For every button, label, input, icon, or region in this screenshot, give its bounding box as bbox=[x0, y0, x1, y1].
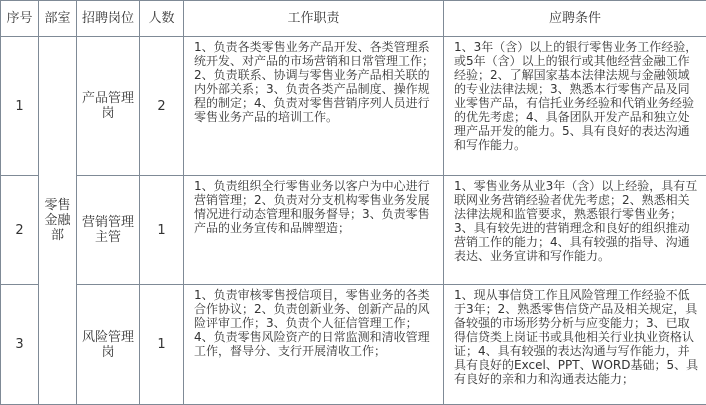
requirements-text: 1、现从事信贷工作且风险管理工作经验不低于3年；2、熟悉零售信贷产品及相关规定，具备较强的市场形势分析与应变能力；3、已取得信贷类上岗证书或具他相关行业执业资格认证；4、具有较强的表达沟通与写作能力，并具有良好的Excel、PPT、WORD基础；5、具有良好的亲和力和沟通表达能力； bbox=[444, 285, 706, 405]
header-row bbox=[1, 1, 706, 37]
header-requirements: 应聘条件 bbox=[444, 1, 706, 37]
department-cell bbox=[39, 37, 77, 405]
requirements-text: 1、3年（含）以上的银行零售业务工作经验，或5年（含）以上的银行或其他经营金融工作经验；2、了解国家基本法律法规与金融领域的专业法律法规；3、熟悉本行零售产品及同业零售产品，有信托业务经验和代销业务经验的优先考虑；4、具备团队开发产品和独立处理产品开发的能力。5、具有良好的表达沟通和写作能力。 bbox=[444, 37, 706, 176]
duties-text: 1、负责组织全行零售业务以客户为中心进行营销管理；2、负责对分支机构零售业务发展情况进行动态管理和服务督导；3、负责零售产品的业务宣传和品牌塑造； bbox=[184, 176, 444, 285]
table-row bbox=[1, 285, 706, 405]
department-name: 零售金融部 bbox=[43, 198, 73, 243]
headcount: 1 bbox=[140, 285, 184, 405]
table-row bbox=[1, 176, 706, 285]
position-name: 产品管理岗 bbox=[80, 91, 136, 121]
header-index: 序号 bbox=[1, 1, 39, 37]
requirements-text: 1、零售业务从业3年（含）以上经验，具有互联网业务营销经验者优先考虑；2、熟悉相关法律法规和监管要求，熟悉银行零售业务；3、具有较先进的营销理念和良好的组织推动营销工作的能力；4、具有较强的指导、沟通表达、业务宣讲和写作能力。 bbox=[444, 176, 706, 285]
header-duties: 工作职责 bbox=[184, 1, 444, 37]
headcount: 2 bbox=[140, 37, 184, 176]
position-cell bbox=[77, 176, 140, 285]
position-cell bbox=[77, 285, 140, 405]
header-position: 招聘岗位 bbox=[77, 1, 140, 37]
row-index: 1 bbox=[1, 37, 39, 176]
row-index: 3 bbox=[1, 285, 39, 405]
header-department: 部室 bbox=[39, 1, 77, 37]
table-row bbox=[1, 37, 706, 176]
duties-text: 1、负责审核零售授信项目，零售业务的各类合作协议；2、负责创新业务、创新产品的风险评审工作；3、负责个人征信管理工作；4、负责零售风险资产的日常监测和清收管理工作，督导分、支行开展清收工作； bbox=[184, 285, 444, 405]
headcount: 1 bbox=[140, 176, 184, 285]
header-count: 人数 bbox=[140, 1, 184, 37]
position-name: 风险管理岗 bbox=[80, 330, 136, 360]
position-name: 营销管理主管 bbox=[80, 215, 136, 245]
row-index: 2 bbox=[1, 176, 39, 285]
position-cell bbox=[77, 37, 140, 176]
duties-text: 1、负责各类零售业务产品开发、各类管理系统开发、对产品的市场营销和日常管理工作；2、负责联系、协调与零售业务产品相关联的内外部关系；3、负责各类产品制度、操作规程的制定；4、负责对零售营销序列人员进行零售业务产品的培训工作。 bbox=[184, 37, 444, 176]
